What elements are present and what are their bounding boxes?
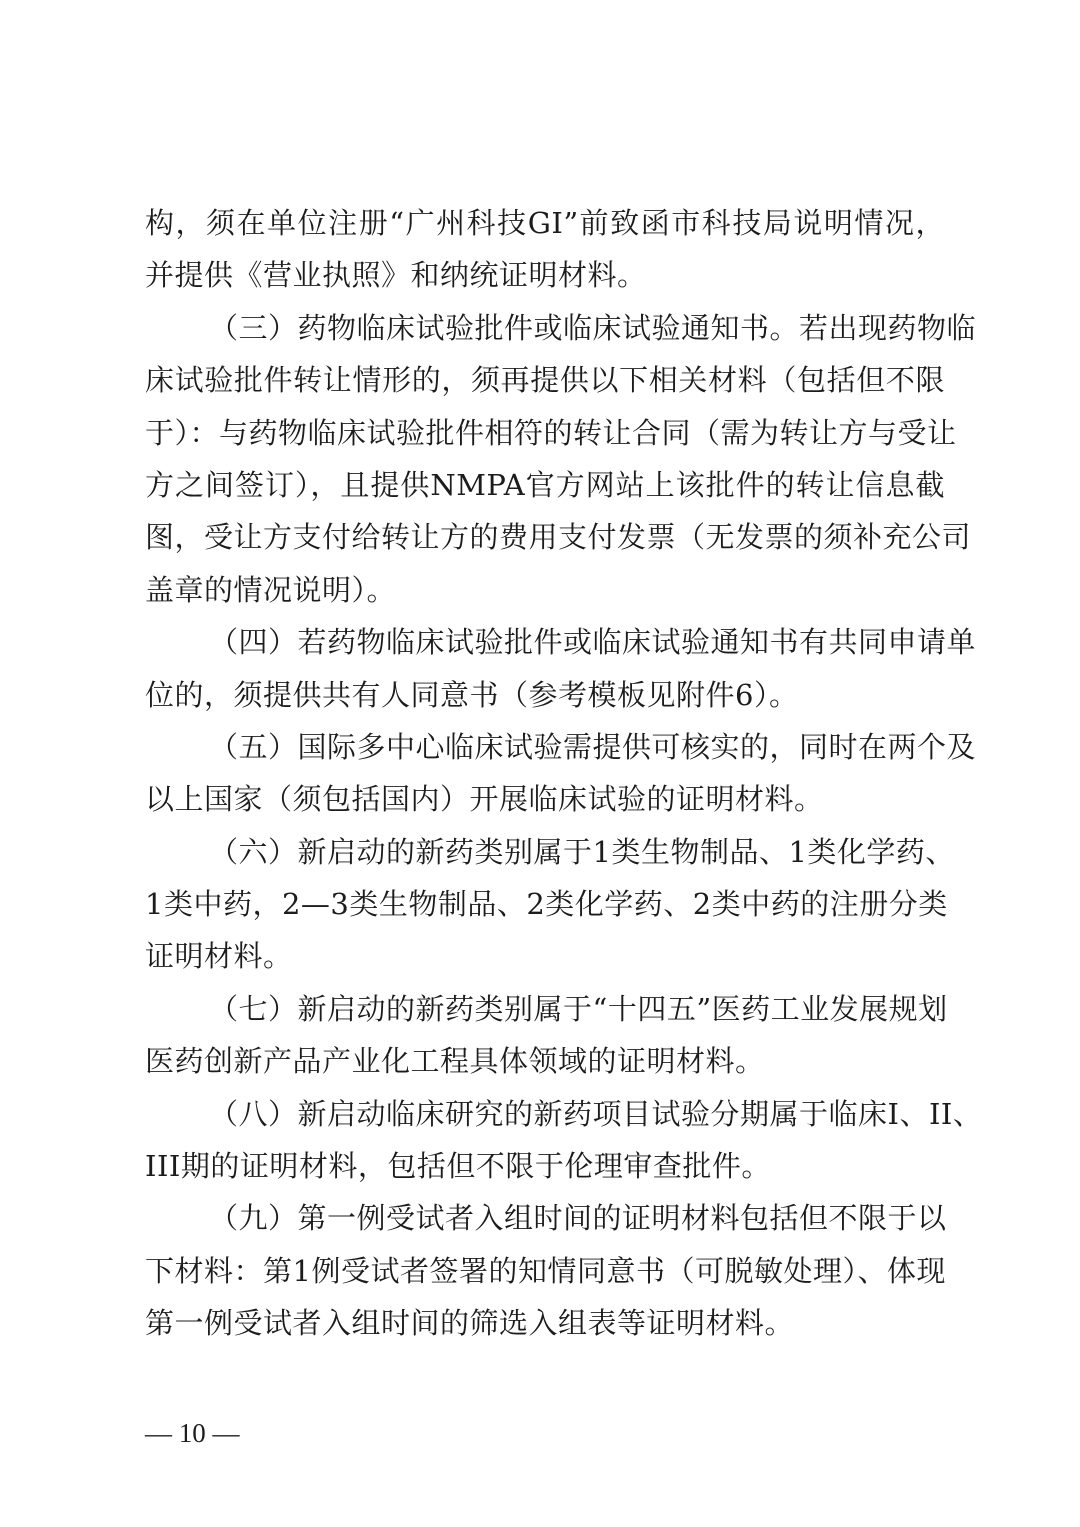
text-line: 盖章的情况说明）。 [145,572,397,607]
text-line: 下材料：第1例受试者签署的知情同意书（可脱敏处理）、体现 [145,1253,946,1288]
text-line: 图，受让方支付给转让方的费用支付发票（无发票的须补充公司 [145,520,972,555]
text-line: （五）国际多中心临床试验需提供可核实的，同时在两个及 [209,729,977,764]
text-line: III期的证明材料，包括但不限于伦理审查批件。 [145,1149,771,1184]
text-line: 于）：与药物临床试验批件相符的转让合同（需为转让方与受让 [145,415,957,450]
text-line: 1类中药，2—3类生物制品、2类化学药、2类中药的注册分类 [145,887,948,922]
page-number: — 10 — [145,1418,240,1448]
text-line: 以上国家（须包括国内）开展临床试验的证明材料。 [145,782,824,817]
text-line: 第一例受试者入组时间的筛选入组表等证明材料。 [145,1306,795,1341]
text-line: （八）新启动临床研究的新药项目试验分期属于临床I、II、 [209,1096,983,1131]
text-line: 医药创新产品产业化工程具体领域的证明材料。 [145,1044,765,1079]
text-line: 方之间签订），且提供NMPA官方网站上该批件的转让信息截 [145,467,945,502]
text-line: 并提供《营业执照》和纳统证明材料。 [145,258,647,293]
text-line: 证明材料。 [145,939,293,974]
text-line: （六）新启动的新药类别属于1类生物制品、1类化学药、 [209,834,955,869]
text-line: （九）第一例受试者入组时间的证明材料包括但不限于以 [209,1201,947,1236]
text-line: 床试验批件转让情形的，须再提供以下相关材料（包括但不限 [145,363,945,398]
text-line: 位的，须提供共有人同意书（参考模板见附件6）。 [145,677,799,712]
document-body [145,197,983,1350]
text-line: （三）药物临床试验批件或临床试验通知书。若出现药物临 [209,310,977,345]
text-line: （七）新启动的新药类别属于“十四五”医药工业发展规划 [209,991,948,1026]
text-line: 构，须在单位注册“广州科技GI”前致函市科技局说明情况， [145,206,945,240]
text-line: （四）若药物临床试验批件或临床试验通知书有共同申请单 [209,625,977,660]
